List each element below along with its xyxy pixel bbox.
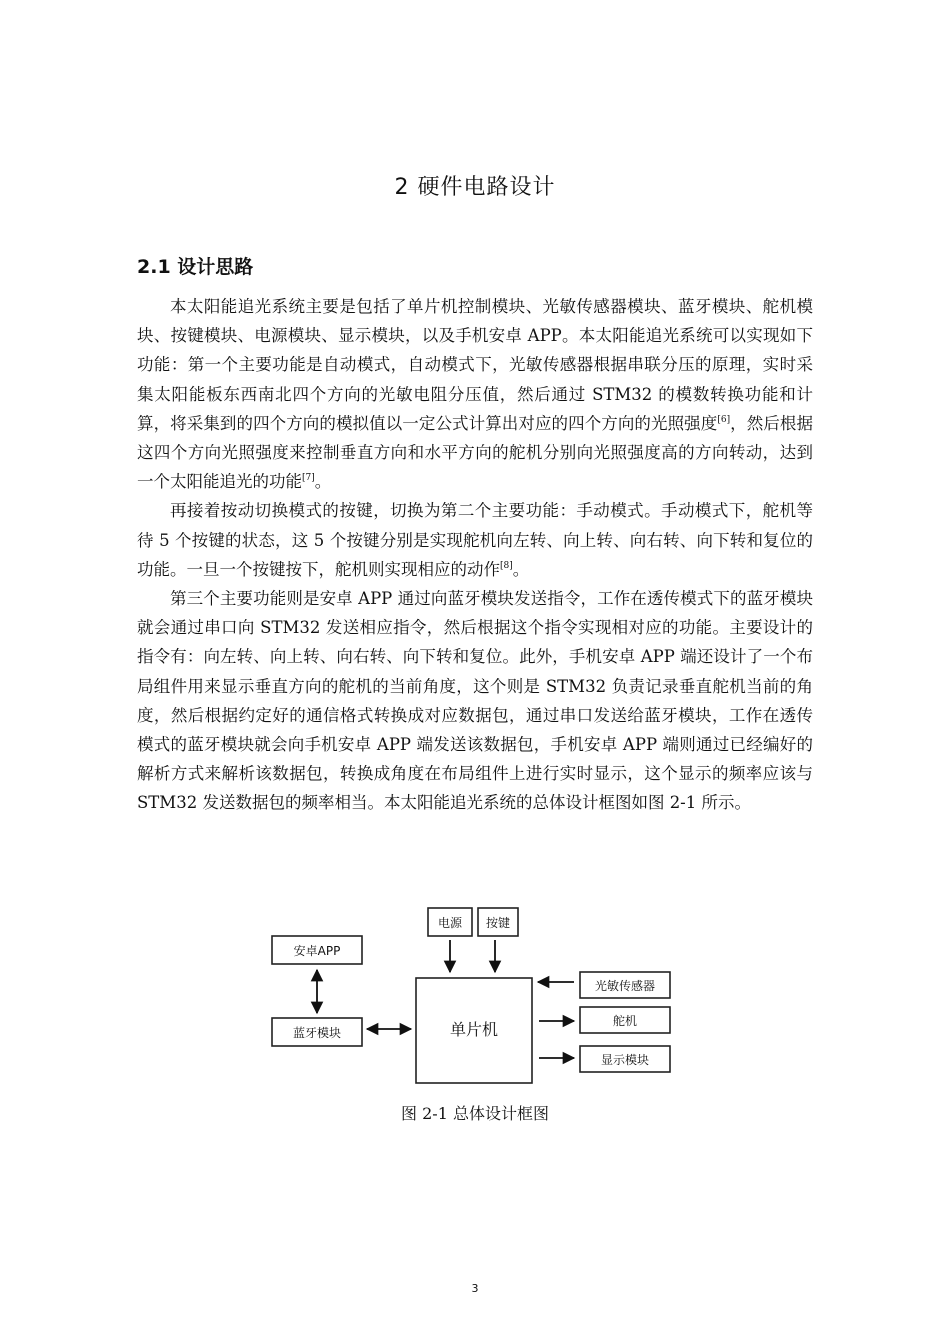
page-number: 3 [471, 1282, 479, 1295]
bluetooth-label: 蓝牙模块 [292, 1026, 342, 1040]
block-diagram [260, 902, 690, 1092]
bluetooth-box [272, 1018, 362, 1046]
display-box [580, 1046, 670, 1072]
mcu-label: 单片机 [449, 1020, 499, 1039]
chapter-title: 2 硬件电路设计 [394, 175, 556, 200]
paragraph-text: 。 [512, 559, 530, 579]
body-text [137, 292, 813, 818]
light-sensor-box [580, 972, 670, 998]
paragraph-text: 再接着按动切换模式的按键，切换为第二个主要功能：手动模式。手动模式下，舵机等待 5 个按键的状态，这 5 个按键分别是实现舵机向左转、向上转、向右转、向下转和复位的功能。一旦一个按键按下，舵机则实现相应的动作 [137, 501, 813, 579]
paragraph-text: 本太阳能追光系统主要是包括了单片机控制模块、光敏传感器模块、蓝牙模块、舵机模块、按键模块、电源模块、显示模块，以及手机安卓 APP。本太阳能追光系统可以实现如下功能：第一个主要功能是自动模式，自动模式下，光敏传感器根据串联分压的原理，实时采集太阳能板东西南北四个方向的光敏电阻分压值，然后通过 STM32 的模数转换功能和计算，将采集到的四个方向的模拟值以一定公式计算出对应的四个方向的光照强度 [137, 297, 813, 433]
android-app-label: 安卓APP [293, 944, 341, 958]
light-sensor-label: 光敏传感器 [594, 979, 656, 993]
mcu-box [416, 978, 532, 1083]
display-label: 显示模块 [600, 1053, 650, 1067]
paragraph-text: ，然后根据这四个方向光照强度来控制垂直方向和水平方向的舵机分别向光照强度高的方向转动，达到一个太阳能追光的功能 [137, 413, 814, 492]
paragraph-3: 第三个主要功能则是安卓 APP 通过向蓝牙模块发送指令，工作在透传模式下的蓝牙模块就会通过串口向 STM32 发送相应指令，然后根据这个指令实现相对应的功能。主要设计的指令有：向左转、向上转、向右转、向下转和复位。此外，手机安卓 APP 端还设计了一个布局组件用来显示垂直方向的舵机的当前角度，这个则是 STM32 负责记录垂直舵机当前的角度，然后根据约定好的通信格式转换成对应数据包，通过串口发送给蓝牙模块，工作在透传模式的蓝牙模块就会向手机安卓 APP 端发送该数据包，手机安卓 APP 端则通过已经编好的解析方式来解析该数据包，转换成角度在布局组件上进行实时显示，这个显示的频率应该与 STM32 发送数据包的频率相当。本太阳能追光系统的总体设计框图如图 2-1 所示。 [137, 589, 813, 813]
citation: [6] [717, 414, 731, 425]
section-title: 2.1 设计思路 [137, 256, 254, 278]
keys-box [478, 908, 518, 936]
servo-box [580, 1007, 670, 1033]
servo-label: 舵机 [612, 1014, 638, 1028]
figure-caption: 图 2-1 总体设计框图 [401, 1104, 549, 1123]
paragraph-2 [137, 496, 813, 584]
power-box [428, 908, 472, 936]
citation: [7] [302, 473, 315, 484]
power-label: 电源 [437, 916, 463, 930]
paragraph-1 [137, 292, 813, 496]
android-app-box [272, 936, 362, 964]
citation: [8] [500, 560, 513, 571]
paragraph-text: 。 [314, 472, 332, 492]
keys-label: 按键 [485, 916, 511, 930]
